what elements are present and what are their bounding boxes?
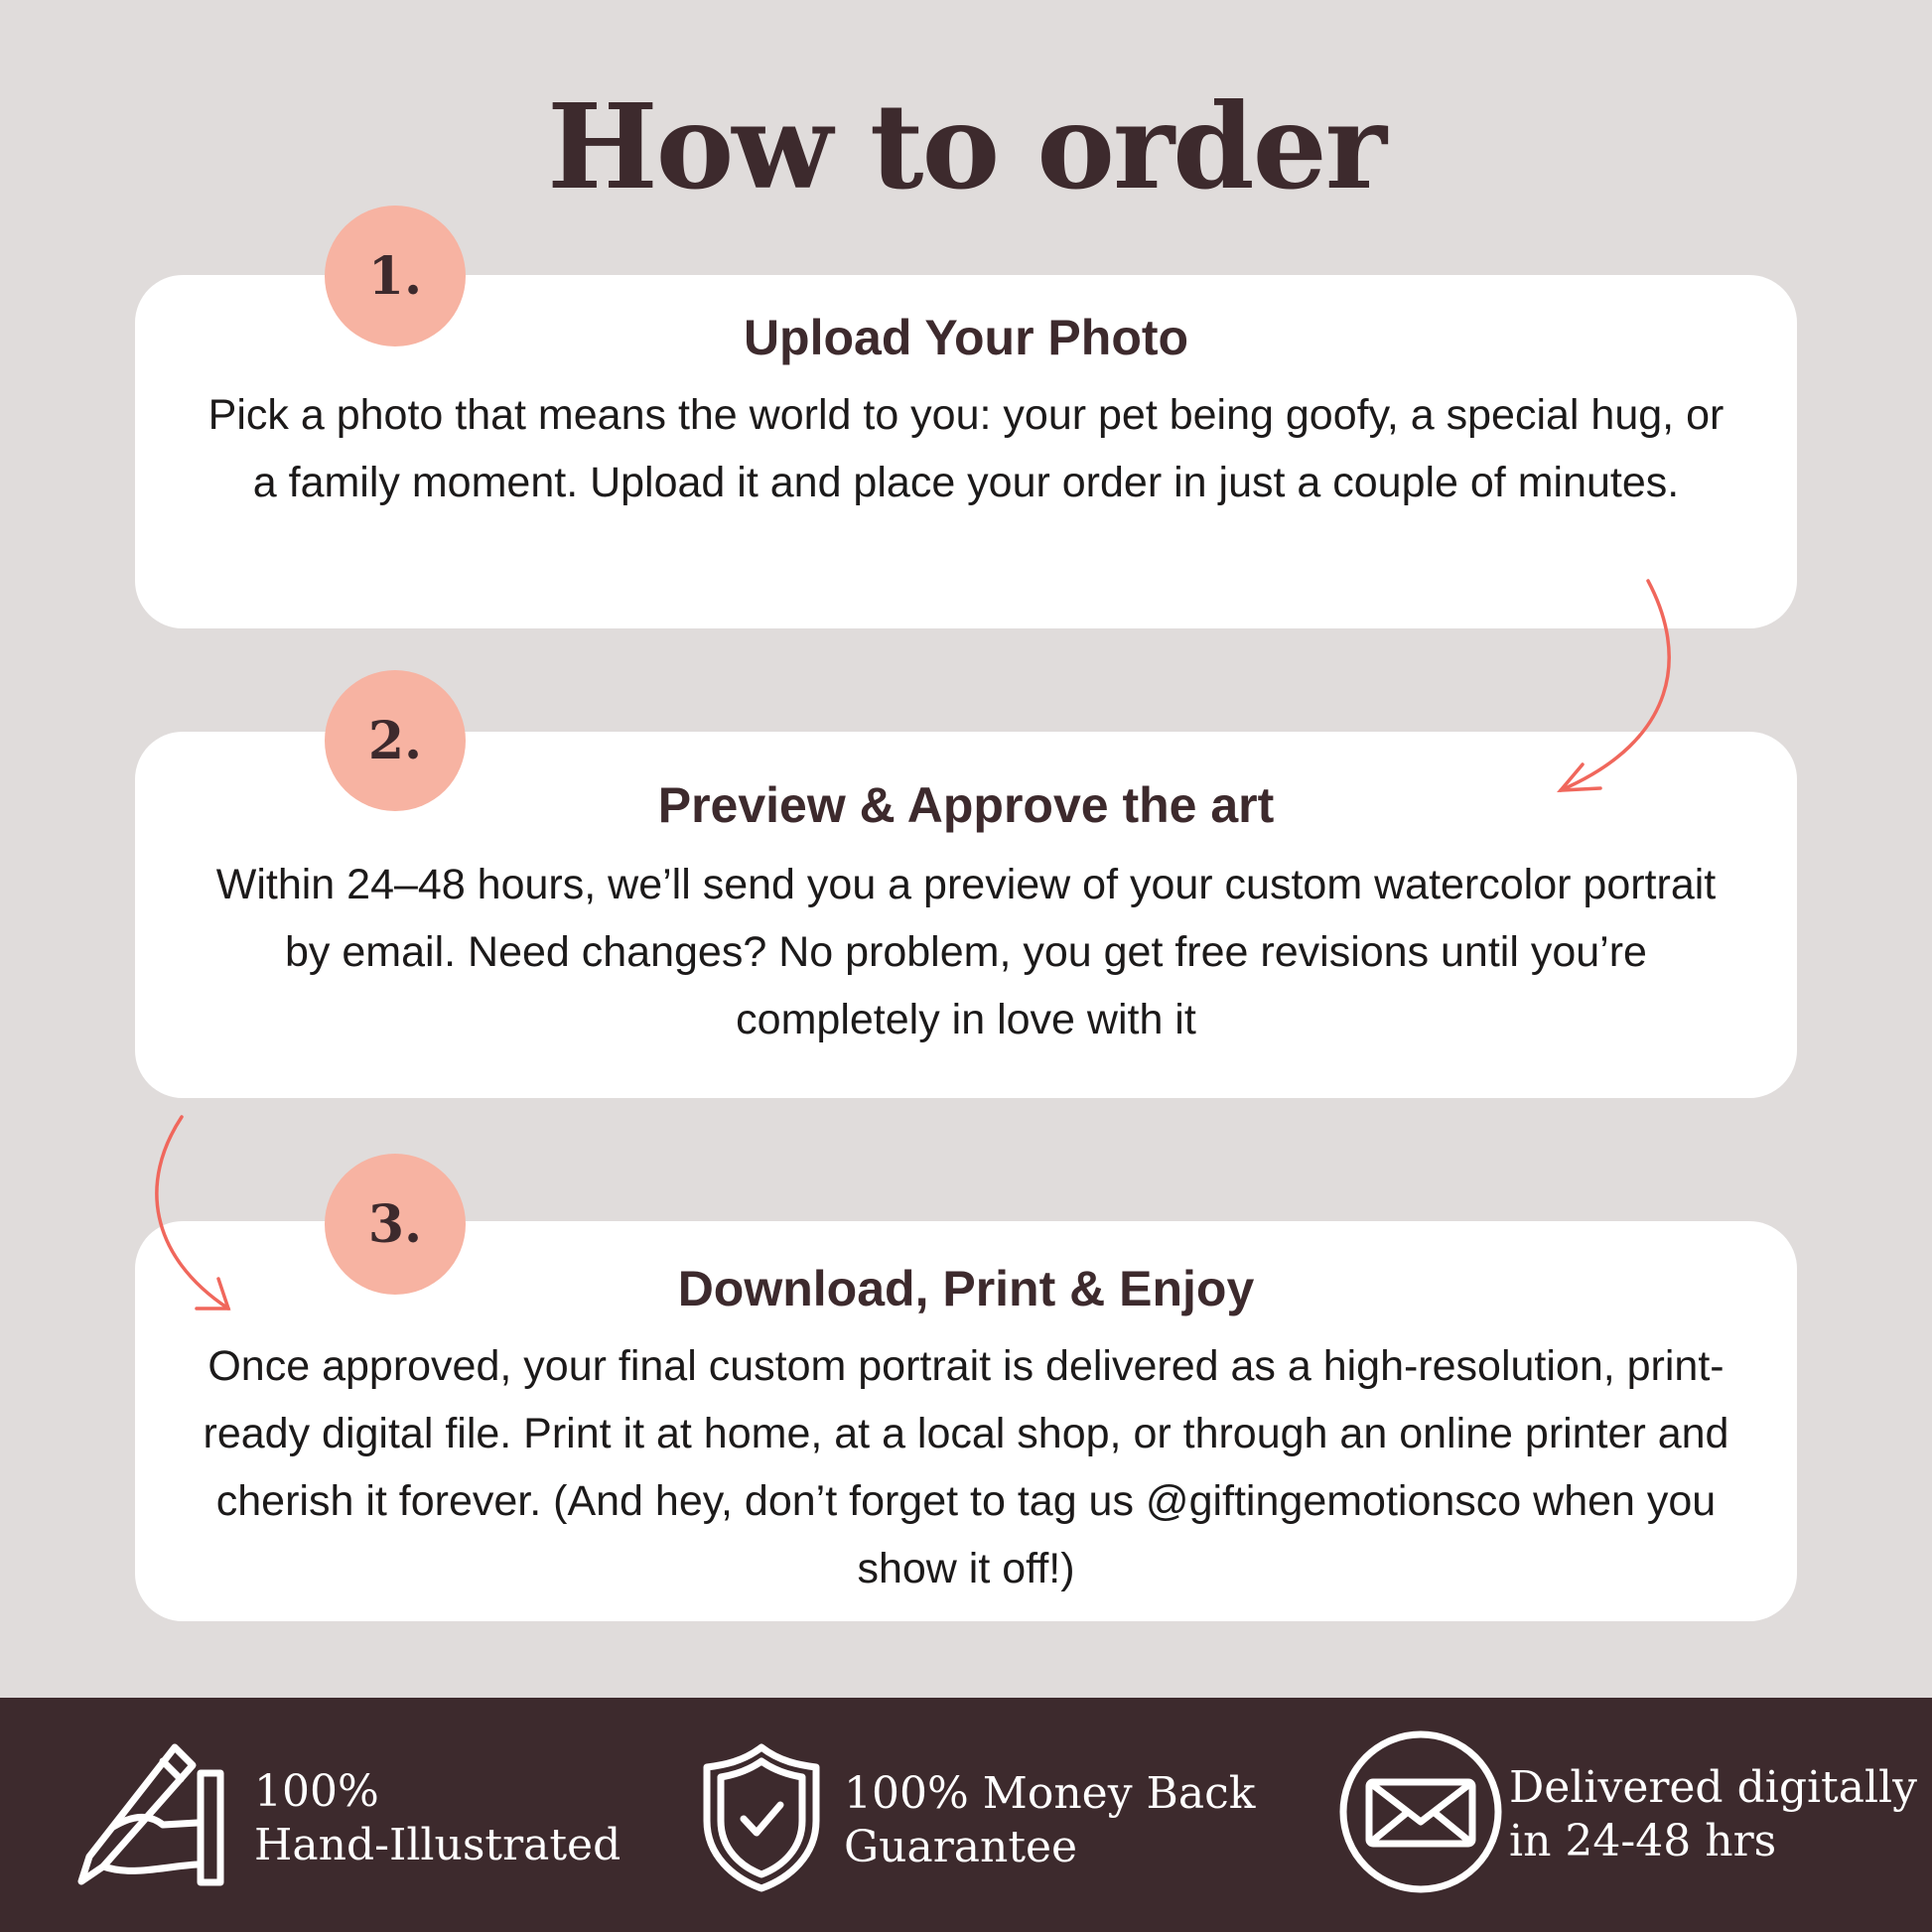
feature-money-back: 100% Money Back Guarantee — [844, 1768, 1256, 1872]
feature-hand-illustrated: 100% Hand-Illustrated — [254, 1766, 621, 1870]
step-description: Pick a photo that means the world to you: your pet being goofy, a special hug, or a family moment. Upload it and place your order in just a couple of minutes. — [207, 391, 1725, 506]
step-description: Once approved, your final custom portrait is delivered as a high-resolution, print-ready digital file. Print it at home, at a local shop, or through an online printer and cherish it forever. (And hey, don’t forget to tag us @giftingemotionsco when you show it off!) — [203, 1342, 1729, 1592]
feature-delivered-digitally: Delivered digitally in 24-48 hrs — [1509, 1762, 1917, 1866]
step-heading: Download, Print & Enjoy — [677, 1261, 1255, 1316]
step-number-badge: 3. — [325, 1154, 466, 1295]
step-heading: Preview & Approve the art — [657, 777, 1275, 833]
step-description: Within 24–48 hours, we’ll send you a preview of your custom watercolor portrait by email. Need changes? No problem, you get free revisions until you’re completely in love with it — [215, 861, 1717, 1043]
shield-check-icon — [699, 1741, 824, 1894]
arrow-step1-to-step2 — [1561, 581, 1669, 790]
step-number-badge: 1. — [325, 206, 466, 346]
page-title: How to order — [547, 77, 1385, 215]
step-number-badge: 2. — [325, 670, 466, 811]
features-footer — [0, 1698, 1932, 1932]
hand-pencil-icon — [44, 1718, 242, 1916]
envelope-icon — [1336, 1727, 1505, 1896]
step-heading: Upload Your Photo — [743, 310, 1189, 365]
